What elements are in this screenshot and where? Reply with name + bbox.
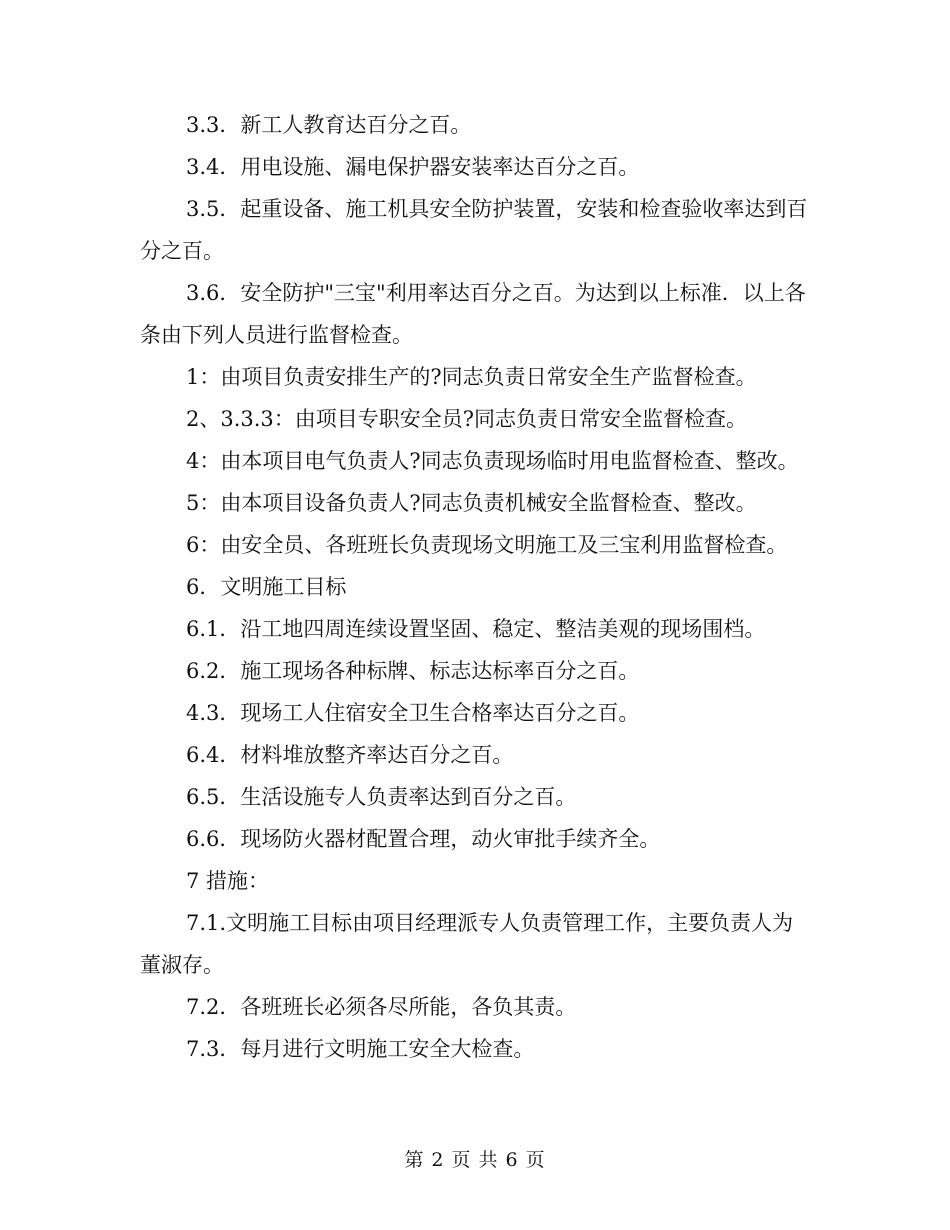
paragraph-6-1: 6.1．沿工地四周连续设置坚固、稳定、整洁美观的现场围档。 — [186, 617, 766, 641]
paragraph-item-6: 6：由安全员、各班班长负责现场文明施工及三宝利用监督检查。 — [186, 533, 788, 557]
section-heading-7: 7 措施： — [186, 869, 270, 893]
paragraph-7-3: 7.3．每月进行文明施工安全大检查。 — [186, 1037, 535, 1061]
paragraph-6-4: 6.4．材料堆放整齐率达百分之百。 — [186, 743, 514, 767]
paragraph-item-5: 5：由本项目设备负责人?同志负责机械安全监督检查、整改。 — [186, 491, 757, 515]
paragraph-6-5: 6.5．生活设施专人负责率达到百分之百。 — [186, 785, 577, 809]
paragraph-3-3: 3.3．新工人教育达百分之百。 — [186, 113, 472, 137]
paragraph-7-2: 7.2．各班班长必须各尽所能，各负其责。 — [186, 995, 577, 1019]
paragraph-7-1: 7.1.文明施工目标由项目经理派专人负责管理工作，主要负责人为董淑存。 — [140, 911, 794, 977]
paragraph-item-1: 1：由项目负责安排生产的?同志负责日常安全生产监督检查。 — [186, 365, 757, 389]
page-number-footer: 第 2 页 共 6 页 — [404, 1149, 546, 1171]
paragraph-6-6: 6.6．现场防火器材配置合理，动火审批手续齐全。 — [186, 827, 661, 851]
paragraph-3-5: 3.5．起重设备、施工机具安全防护装置，安装和检查验收率达到百分之百。 — [140, 197, 808, 263]
document-body — [140, 104, 808, 1070]
paragraph-item-4: 4：由本项目电气负责人?同志负责现场临时用电监督检查、整改。 — [186, 449, 799, 473]
paragraph-item-2: 2、3.3.3：由项目专职安全员?同志负责日常安全监督检查。 — [186, 407, 748, 431]
section-heading-6: 6．文明施工目标 — [186, 575, 347, 599]
paragraph-3-4: 3.4．用电设施、漏电保护器安装率达百分之百。 — [186, 155, 640, 179]
paragraph-4-3: 4.3．现场工人住宿安全卫生合格率达百分之百。 — [186, 701, 640, 725]
paragraph-6-2: 6.2．施工现场各种标牌、标志达标率百分之百。 — [186, 659, 640, 683]
paragraph-3-6: 3.6．安全防护"三宝"利用率达百分之百。为达到以上标准．以上各条由下列人员进行监督检查。 — [140, 281, 806, 347]
